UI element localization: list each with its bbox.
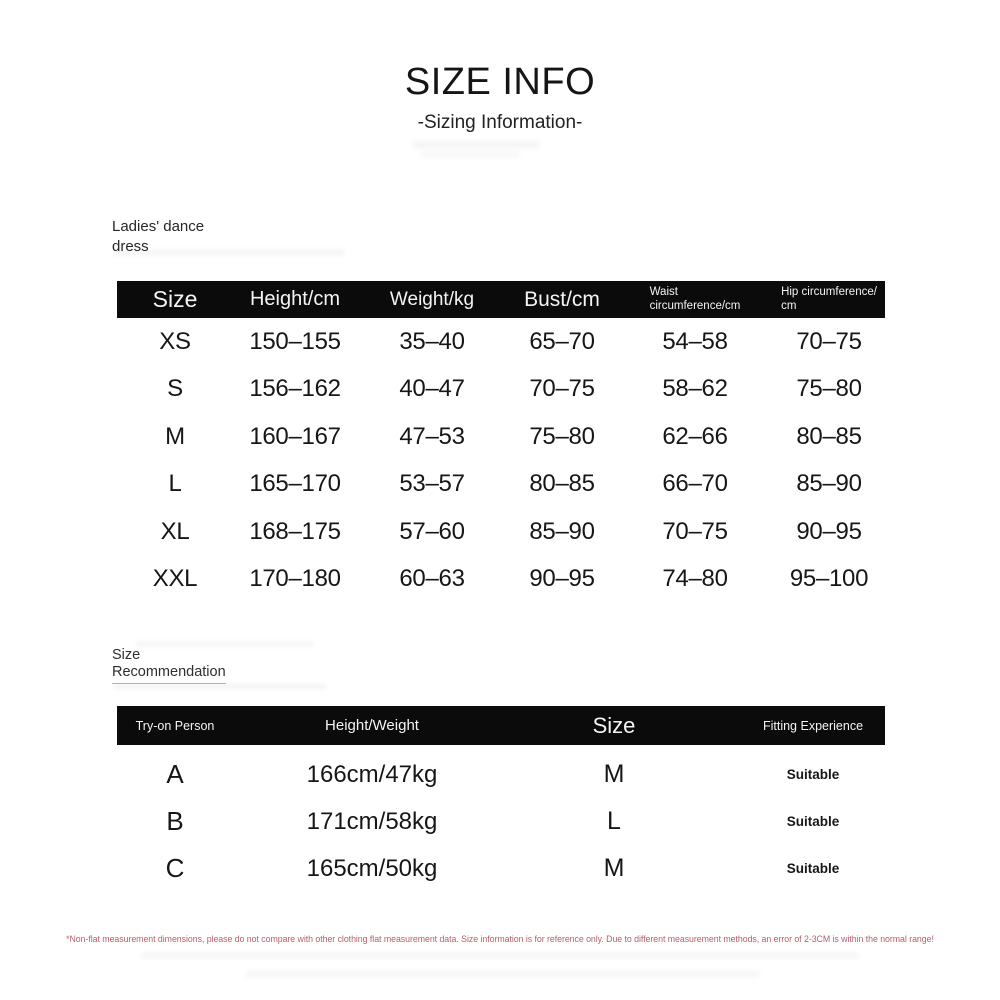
- size-table-row-xl: [117, 508, 885, 556]
- page-title: SIZE INFO: [404, 61, 596, 103]
- size-table-header: [117, 281, 885, 318]
- column-header-height-weight: Height/Weight: [325, 717, 419, 734]
- column-header-size: Size: [592, 712, 636, 738]
- column-header-hip-line1: Hip circumference/: [781, 286, 877, 298]
- cell-size: M: [165, 422, 185, 450]
- cell-hip: 80–85: [796, 422, 862, 450]
- watermark-smudge: [412, 141, 540, 148]
- cell-height: 156–162: [249, 375, 341, 403]
- cell-bust: 75–80: [529, 422, 595, 450]
- cell-weight: 40–47: [399, 375, 465, 403]
- cell-height: 150–155: [249, 327, 341, 355]
- size-table: [117, 281, 885, 603]
- cell-weight: 47–53: [399, 422, 465, 450]
- cell-size: XXL: [152, 565, 198, 593]
- column-header-height: Height/cm: [249, 288, 341, 310]
- cell-weight: 60–63: [399, 565, 465, 593]
- cell-fitting: Suitable: [786, 861, 840, 876]
- cell-weight: 57–60: [399, 517, 465, 545]
- cell-hip: 95–100: [789, 565, 869, 593]
- cell-hip: 85–90: [796, 470, 862, 498]
- cell-waist: 62–66: [662, 422, 728, 450]
- size-recommendation-label: [112, 647, 226, 684]
- cell-waist: 70–75: [662, 517, 728, 545]
- cell-fitting: Suitable: [786, 767, 840, 782]
- page-subtitle: -Sizing Information-: [417, 112, 583, 133]
- cell-waist: 54–58: [662, 327, 728, 355]
- recommendation-row-b: [117, 798, 885, 845]
- cell-weight: 35–40: [399, 327, 465, 355]
- column-header-size: Size: [152, 286, 198, 312]
- cell-waist: 74–80: [662, 565, 728, 593]
- size-recommendation-line1: Size: [112, 647, 141, 663]
- product-label-line1: Ladies' dance: [112, 218, 205, 235]
- cell-size: L: [168, 470, 182, 498]
- column-header-hip-line2: cm: [781, 299, 797, 312]
- column-header-hip: [773, 286, 885, 313]
- column-header-waist: [617, 286, 773, 313]
- footnote: *Non-flat measurement dimensions, please do not compare with other clothing flat measurement data. Size information is for reference only. Due to different measurement methods, an error of 2-3CM is within the normal range!: [66, 934, 934, 944]
- column-header-tryon-person: Try-on Person: [135, 718, 215, 733]
- cell-waist: 66–70: [662, 470, 728, 498]
- cell-bust: 70–75: [529, 375, 595, 403]
- size-table-row-s: [117, 366, 885, 414]
- size-table-row-xxl: [117, 556, 885, 604]
- cell-hip: 70–75: [796, 327, 862, 355]
- watermark-smudge: [140, 952, 860, 959]
- cell-height: 165–170: [249, 470, 341, 498]
- recommendation-table-body: [117, 745, 885, 892]
- size-recommendation-line2: Recommendation: [112, 664, 226, 684]
- cell-waist: 58–62: [662, 375, 728, 403]
- cell-size: S: [167, 375, 183, 403]
- column-header-fitting-experience: Fitting Experience: [762, 718, 864, 733]
- column-header-waist-line1: Waist: [649, 286, 678, 298]
- cell-person: B: [166, 806, 184, 836]
- cell-height-weight: 171cm/58kg: [306, 807, 438, 835]
- column-header-bust: Bust/cm: [524, 287, 600, 311]
- cell-person: C: [165, 853, 185, 883]
- watermark-smudge: [420, 151, 520, 157]
- cell-bust: 90–95: [529, 565, 595, 593]
- cell-height: 170–180: [249, 565, 341, 593]
- product-label: [112, 217, 204, 257]
- cell-height-weight: 166cm/47kg: [306, 760, 438, 788]
- cell-size: XL: [160, 517, 190, 545]
- size-table-row-m: [117, 413, 885, 461]
- watermark-smudge: [113, 683, 327, 690]
- watermark-smudge: [245, 971, 760, 978]
- cell-hip: 90–95: [796, 517, 862, 545]
- product-label-line2: dress: [112, 238, 149, 255]
- cell-height: 160–167: [249, 422, 341, 450]
- cell-fitting: Suitable: [786, 814, 840, 829]
- cell-bust: 80–85: [529, 470, 595, 498]
- size-table-row-l: [117, 461, 885, 509]
- cell-size: M: [603, 760, 625, 788]
- column-header-waist-line2: circumference/cm: [649, 299, 741, 312]
- cell-hip: 75–80: [796, 375, 862, 403]
- cell-bust: 85–90: [529, 517, 595, 545]
- cell-person: A: [166, 759, 184, 789]
- recommendation-table: [117, 706, 885, 892]
- cell-size: XS: [159, 327, 191, 355]
- cell-weight: 53–57: [399, 470, 465, 498]
- size-table-row-xs: [117, 318, 885, 366]
- cell-size: M: [603, 854, 625, 882]
- cell-bust: 65–70: [529, 327, 595, 355]
- recommendation-row-a: [117, 751, 885, 798]
- cell-height: 168–175: [249, 517, 341, 545]
- cell-size: L: [607, 807, 621, 835]
- column-header-weight: Weight/kg: [389, 288, 475, 310]
- recommendation-table-header: [117, 706, 885, 745]
- cell-height-weight: 165cm/50kg: [306, 854, 438, 882]
- recommendation-row-c: [117, 845, 885, 892]
